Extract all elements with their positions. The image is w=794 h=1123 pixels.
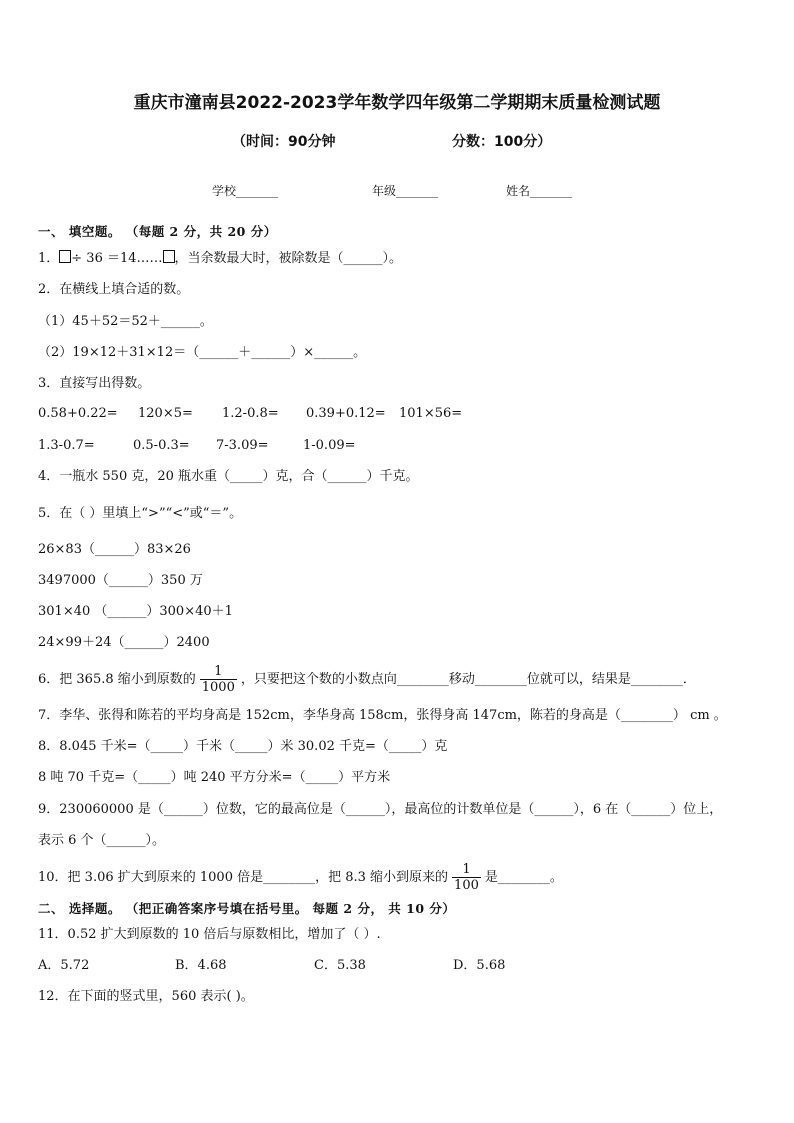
question-3: 3．直接写出得数。 [38,376,151,391]
calc-item: 101×56= [399,406,463,421]
question-9-line2: 表示 6 个（______）。 [38,833,166,848]
section2-heading: 二、 选择题。 （把正确答案序号填在括号里。 每题 2 分， 共 10 分） [38,901,456,916]
compare-item: 301×40 （______）300×40＋1 [38,604,233,619]
question-9-line1: 9．230060000 是（______）位数，它的最高位是（______），最高位的计数单位是（______），6 在（______）位上， [38,802,723,817]
question-11: 11．0.52 扩大到原数的 10 倍后与原数相比，增加了（ ）. [38,927,381,942]
option-a: A．5.72 [38,958,90,973]
compare-item: 26×83（______）83×26 [38,542,191,557]
question-1: 1． ÷ 36 ＝14…… ，当余数最大时，被除数是（______）。 [38,251,403,266]
option-d: D．5.68 [453,958,506,973]
calc-item: 120×5= [138,406,193,421]
question-2: 2．在横线上填合适的数。 [38,282,190,297]
question-5: 5．在（ ）里填上“>”“<”或“＝”。 [38,506,243,521]
compare-item: 3497000（______）350 万 [38,573,203,588]
blank-box [163,250,175,263]
section1-heading: 一、 填空题。 （每题 2 分，共 20 分） [38,224,277,239]
calc-item: 0.58+0.22= [38,406,118,421]
calc-item: 1-0.09= [303,438,356,453]
question-8-line2: 8 吨 70 千克=（_____）吨 240 平方分米=（_____）平方米 [38,770,391,785]
calc-item: 0.39+0.12= [306,406,386,421]
school-field: 学校_______ [212,184,279,198]
exam-score: 分数：100分） [452,134,552,150]
question-2-part2: （2）19×12＋31×12＝（______＋______）×______。 [38,345,367,360]
compare-item: 24×99＋24（______）2400 [38,635,210,650]
option-b: B．4.68 [175,958,227,973]
blank-box [59,250,71,263]
calc-item: 1.2-0.8= [222,406,279,421]
calc-item: 1.3-0.7= [38,438,95,453]
fraction: $\frac{1}{1000}$ [201,664,235,695]
calc-item: 0.5-0.3= [133,438,190,453]
exam-title: 重庆市潼南县2022-2023学年数学四年级第二学期期末质量检测试题 [133,93,661,113]
grade-field: 年级_______ [372,184,439,198]
question-7: 7．李华、张得和陈若的平均身高是 152cm，李华身高 158cm，张得身高 147cm，陈若的身高是（________） cm 。 [38,708,727,723]
calc-item: 7-3.09= [216,438,269,453]
question-12: 12．在下面的竖式里，560 表示( )。 [38,989,254,1004]
question-2-part1: （1）45＋52＝52＋______。 [38,314,213,329]
exam-time: （时间：90分钟 [232,134,336,150]
question-8-line1: 8．8.045 千米=（_____）千米（_____）米 30.02 千克=（_____）克 [38,739,448,754]
question-6: 6．把 365.8 缩小到原数的 $\frac{1}{1000}$ ，只要把这个数的小数点向________移动________位就可以，结果是________． [38,664,696,695]
question-4: 4．一瓶水 550 克，20 瓶水重（_____）克，合（______）千克。 [38,469,419,484]
fraction: $\frac{1}{100}$ [454,862,479,893]
option-c: C．5.38 [314,958,366,973]
name-field: 姓名_______ [506,184,573,198]
question-10: 10．把 3.06 扩大到原来的 1000 倍是________，把 8.3 缩小到原来的 $\frac{1}{100}$ 是________。 [38,862,563,893]
